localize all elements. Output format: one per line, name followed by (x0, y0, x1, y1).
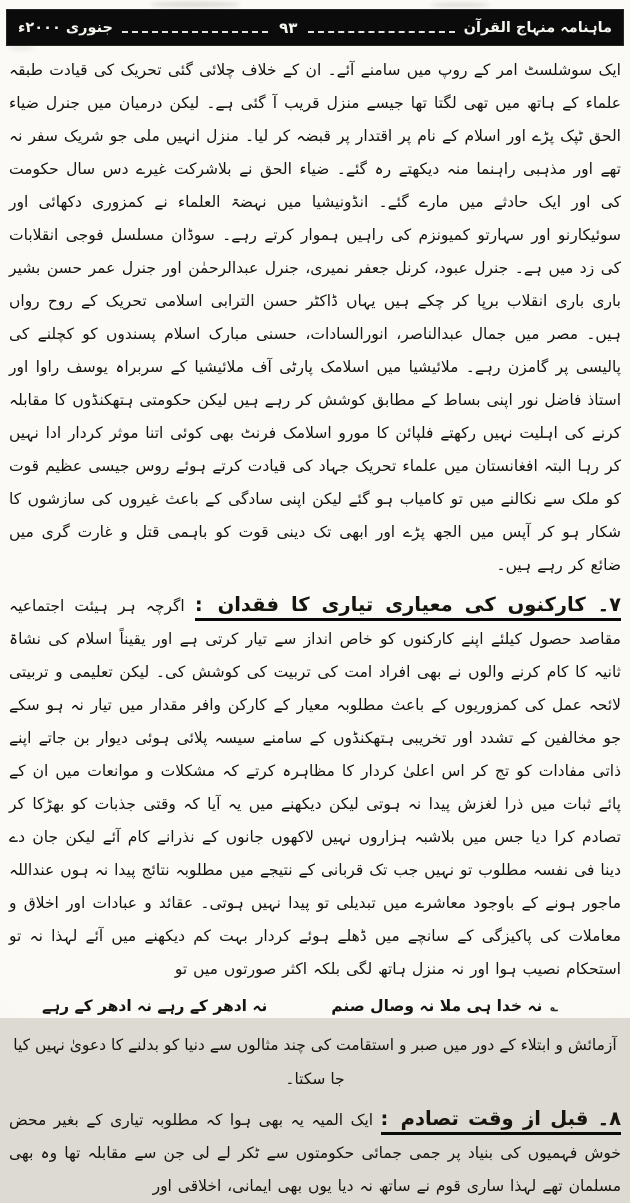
scan-smudge (150, 2, 240, 7)
first-hemistich: نہ خدا ہی ملا نہ وصال صنم (331, 997, 543, 1015)
section-7-heading-text: ۷۔ کارکنوں کی معیاری تیاری کا فقدان (217, 593, 621, 616)
page-header-bar (6, 9, 624, 46)
article-body (9, 54, 621, 1195)
section-8-block (9, 1102, 621, 1203)
dashed-rule (308, 31, 454, 33)
dashed-rule (122, 31, 268, 33)
paragraph-continuation: ایک سوشلسٹ امر کے روپ میں سامنے آئے۔ ان کے خلاف چلائی گئی تحریک کی قیادت طبقہ علماء کے ہاتھ میں تھی لگتا تھا جیسے منزل قریب آ گئی ہے۔ لیکن درمیان میں جنرل ضیاء الحق ٹپک پڑے اور اسلام کے نام پر اقتدار پر قبضہ کر لیا۔ منزل انہیں ملی جو شریک سفر نہ تھے اور مذہبی راہنما منہ دیکھتے رہ گئے۔ ضیاء الحق نے بلاشرکت غیرے دس سال حکومت کی اور ایک حادثے میں مارے گئے۔ انڈونیشیا میں نہضۃ العلماء نے کمزوری دکھائی اور سوئیکارنو اور سہارتو کمیونزم کی راہیں ہموار کرتے رہے۔ سوڈان مسلسل فوجی انقلابات کی زد میں ہے۔ جنرل عبود، کرنل جعفر نمیری، جنرل عبدالرحمٰن اور جنرل عمر حسن بشیر باری باری انقلاب برپا کر چکے ہیں یہاں ڈاکٹر حسن الترابی اسلامی تحریک کے روح رواں ہیں۔ مصر میں جمال عبدالناصر، انورالسادات، حسنی مبارک اسلام پسندوں کو کچلنے کی پالیسی پر گامزن رہے۔ ملائیشیا میں اسلامک پارٹی آف ملائیشیا کے سربراہ یوسف راوا اور استاذ فاضل نور اپنی بساط کے مطابق کوشش کر رہے ہیں لیکن حکومتی ہتھکنڈوں کا مقابلہ کرنے کی اہلیت نہیں رکھتے فلپائن کا مورو اسلامک فرنٹ بھی کوئی اتنا موثر کردار ادا نہیں کر رہا البتہ افغانستان میں علماء تحریک جہاد کی قیادت کرتے ہوئے روس جیسی عظیم قوت کو ملک سے نکالنے میں تو کامیاب ہو گئے لیکن اپنی سادگی کے باعث غیروں کی سازشوں کا شکار ہو کر آپس میں الجھ پڑے اور ابھی تک دینی قوت کو باہمی قتل و غارت گری میں ضائع کر رہے ہیں۔ (9, 61, 621, 574)
issue-date: جنوری ۲۰۰۰ء (18, 19, 113, 36)
verse-marker-icon: ؎ (550, 1000, 558, 1015)
scan-smudge (430, 3, 490, 7)
scan-smudge (8, 46, 34, 50)
section-8-heading (381, 1107, 621, 1135)
section-7-block (9, 588, 621, 986)
aftermath-line: آزمائش و ابتلاء کے دور میں صبر و استقامت کی چند مثالوں سے دنیا کو بدلنے کا دعویٰ نہیں کیا جا سکتا۔ (13, 1036, 617, 1088)
section-7-text: اگرچہ ہر ہیئت اجتماعیہ مقاصد حصول کیلئے اپنے کارکنوں کو خاص انداز سے تیار کرتی ہے اور یقیناً اسلام کی نشاۃ ثانیہ کا کام کرنے والوں نے بھی افراد امت کی تربیت کی کوشش کی۔ لیکن تعلیمی و تربیتی لائحہ عمل کی کمزوریوں کے باعث مطلوبہ معیار کے کارکن وافر مقدار میں تیار نہ ہو سکے جو مخالفین کے تشدد اور تخریبی ہتھکنڈوں کے سامنے سیسہ پلائی ہوئی دیوار بن جاتے اپنے ذاتی مفادات کو تج کر اس اعلیٰ کردار کا مظاہرہ کرتے کہ مشکلات و موانعات میں ان کے پائے ثبات میں ذرا لغزش پیدا نہ ہوتی لیکن دیکھنے میں یہ آیا کہ وقتی جذبات کو بھڑکا کر تصادم کرا دیا جس میں بلاشبہ ہزاروں نہیں لاکھوں جانوں کے نذرانے کام آئے لیکن جان دے دینا فی نفسہ مطلوب تو نہیں جب تک قربانی کے نتیجے میں مطلوبہ نتائج پیدا نہ ہوں عنداللہ ماجور ہونے کے باوجود معاشرے میں تبدیلی تو پیدا نہیں ہوتی۔ عقائد و عبادات اور اخلاق و معاملات کی پاکیزگی کے سانچے میں ڈھلے ہوئے کردار بہت کم دیکھنے میں آئے لہذا نہ تو استحکام نصیب ہوا اور نہ منزل ہاتھ لگی بلکہ اکثر صورتوں میں تو (9, 597, 621, 978)
poetry-couplet (9, 989, 591, 1025)
second-hemistich: نہ ادھر کے رہے نہ ادھر کے رہے (42, 997, 268, 1015)
section-8-heading-text: ۸۔ قبل از وقت تصادم (400, 1107, 621, 1130)
section-7-colon: : (194, 593, 203, 616)
magazine-title: ماہنامہ منہاج القرآن (463, 19, 612, 36)
section-8-text: ایک المیہ یہ بھی ہوا کہ مطلوبہ تیاری کے بغیر محض خوش فہمیوں کی بنیاد پر جمی جمائی حکومتوں سے ٹکر لے لی جن سے مقابلہ تھا وہ بھی مسلمان تھے لہذا ساری قوم نے ساتھ نہ دیا یوں بھی ایمانی، اخلاقی اور (9, 1111, 621, 1195)
section-8-colon: : (380, 1107, 389, 1130)
section-7-heading (195, 593, 621, 621)
page-number: ۹۳ (279, 18, 298, 37)
